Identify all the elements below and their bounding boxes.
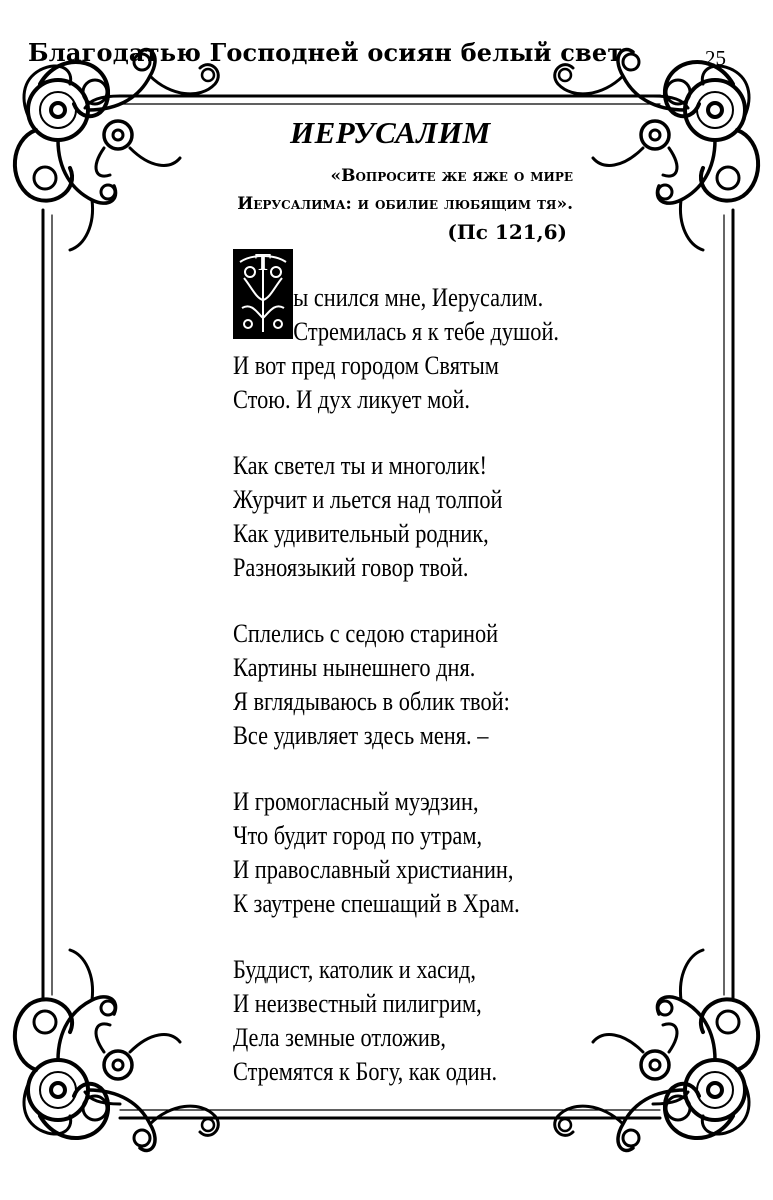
epigraph xyxy=(237,162,573,246)
poem-line: Как светел ты и многолик! xyxy=(233,451,487,480)
poem-line: Журчит и льется над толпой xyxy=(233,485,503,514)
poem-line: Как удивительный родник, xyxy=(233,519,489,548)
poem-line: И вот пред городом Святым xyxy=(233,351,499,380)
poem-line: Картины нынешнего дня. xyxy=(233,653,476,682)
stanza xyxy=(233,449,559,585)
poem-line: И громогласный муэдзин, xyxy=(233,787,479,816)
stanza xyxy=(233,785,559,921)
poem-line: И неизвестный пилигрим, xyxy=(233,989,482,1018)
epigraph-line: Иерусалима: и обилие любящим тя». xyxy=(237,194,573,214)
poem-line: Все удивляет здесь меня. – xyxy=(233,721,489,750)
poem-line: Что будит город по утрам, xyxy=(233,821,483,850)
poem-title: ИЕРУСАЛИМ xyxy=(290,115,491,150)
running-title: Благодатью Господней осиян белый свет xyxy=(28,38,623,67)
poem-line: ы снился мне, Иерусалим. xyxy=(293,283,544,312)
drop-cap-letter: Т xyxy=(254,250,272,276)
stanza xyxy=(233,953,559,1089)
epigraph-reference: (Пс 121,6) xyxy=(447,220,567,244)
poem-line: Стремилась я к тебе душой. xyxy=(293,317,560,346)
poem-line: Дела земные отложив, xyxy=(233,1023,446,1052)
poem-line: И православный христианин, xyxy=(233,855,514,884)
poem-line: Я вглядываюсь в облик твой: xyxy=(233,687,510,716)
stanza xyxy=(233,281,559,417)
poem-line: Стремятся к Богу, как один. xyxy=(233,1057,498,1086)
poem-line: Сплелись с седою стариной xyxy=(233,619,499,648)
poem-body xyxy=(233,281,559,1121)
stanza xyxy=(233,617,559,753)
page-number: 25 xyxy=(705,46,726,70)
poem-line: Буддист, католик и хасид, xyxy=(233,955,477,984)
poem-line: К заутрене спешащий в Храм. xyxy=(233,889,520,918)
epigraph-line: «Вопросите же яже о мире xyxy=(330,166,573,186)
poem-line: Разноязыкий говор твой. xyxy=(233,553,469,582)
poem-line: Стою. И дух ликует мой. xyxy=(233,385,470,414)
